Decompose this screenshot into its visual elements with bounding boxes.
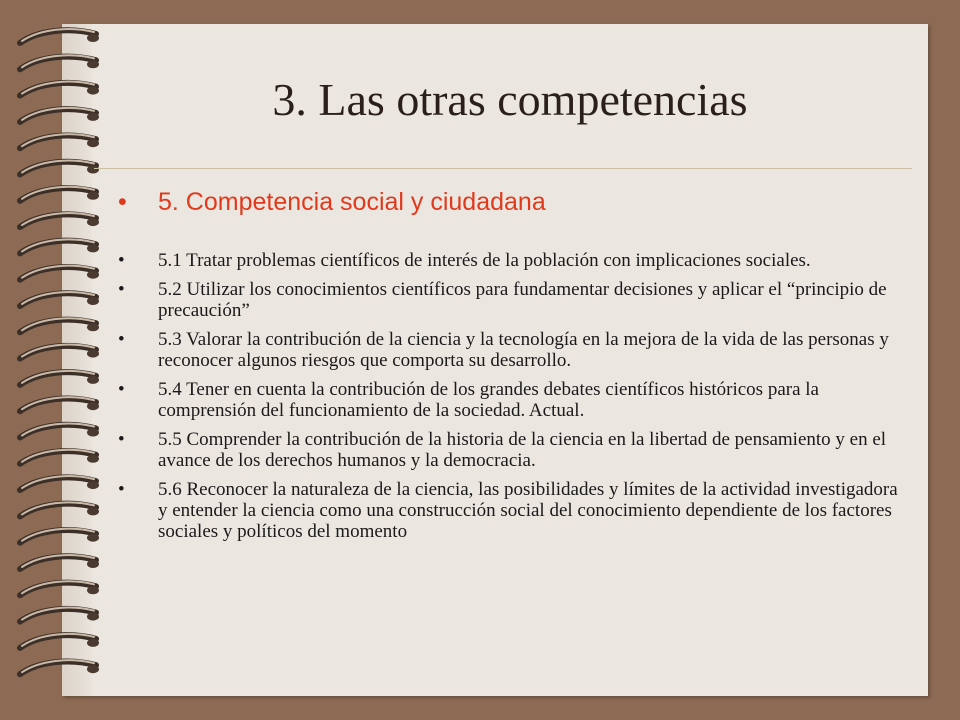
list-item	[118, 329, 908, 371]
section-heading-text: 5. Competencia social y ciudadana	[158, 188, 546, 216]
bullet-icon: •	[118, 379, 125, 400]
list-item-text: 5.1 Tratar problemas científicos de interés de la población con implicaciones sociales.	[158, 250, 811, 271]
bullet-icon: •	[118, 429, 125, 450]
list-item	[118, 279, 908, 321]
slide-title: 3. Las otras competencias	[272, 74, 748, 125]
competency-list	[118, 250, 908, 550]
bullet-icon: •	[118, 250, 125, 271]
list-item-text: 5.6 Reconocer la naturaleza de la ciencia, las posibilidades y límites de la actividad investigadora y entender la ciencia como una construcción social del conocimiento dependiente de los factores sociales y políticos del momento	[158, 479, 898, 542]
bullet-icon: •	[118, 479, 125, 500]
list-item-text: 5.2 Utilizar los conocimientos científicos para fundamentar decisiones y aplicar el “principio de precaución”	[158, 279, 887, 321]
list-item-text: 5.3 Valorar la contribución de la ciencia y la tecnología en la mejora de la vida de las personas y reconocer algunos riesgos que comporta su desarrollo.	[158, 329, 889, 371]
list-item	[118, 479, 908, 542]
list-item	[118, 379, 908, 421]
list-item-text: 5.4 Tener en cuenta la contribución de los grandes debates científicos históricos para la comprensión del funcionamiento de la sociedad. Actual.	[158, 379, 819, 421]
list-item	[118, 429, 908, 471]
bullet-icon: •	[118, 329, 125, 350]
bullet-icon: •	[118, 279, 125, 300]
title-divider	[94, 168, 912, 169]
list-item	[118, 250, 908, 271]
list-item-text: 5.5 Comprender la contribución de la historia de la ciencia en la libertad de pensamiento y en el avance de los derechos humanos y la democracia.	[158, 429, 887, 471]
bullet-icon: •	[118, 188, 127, 216]
